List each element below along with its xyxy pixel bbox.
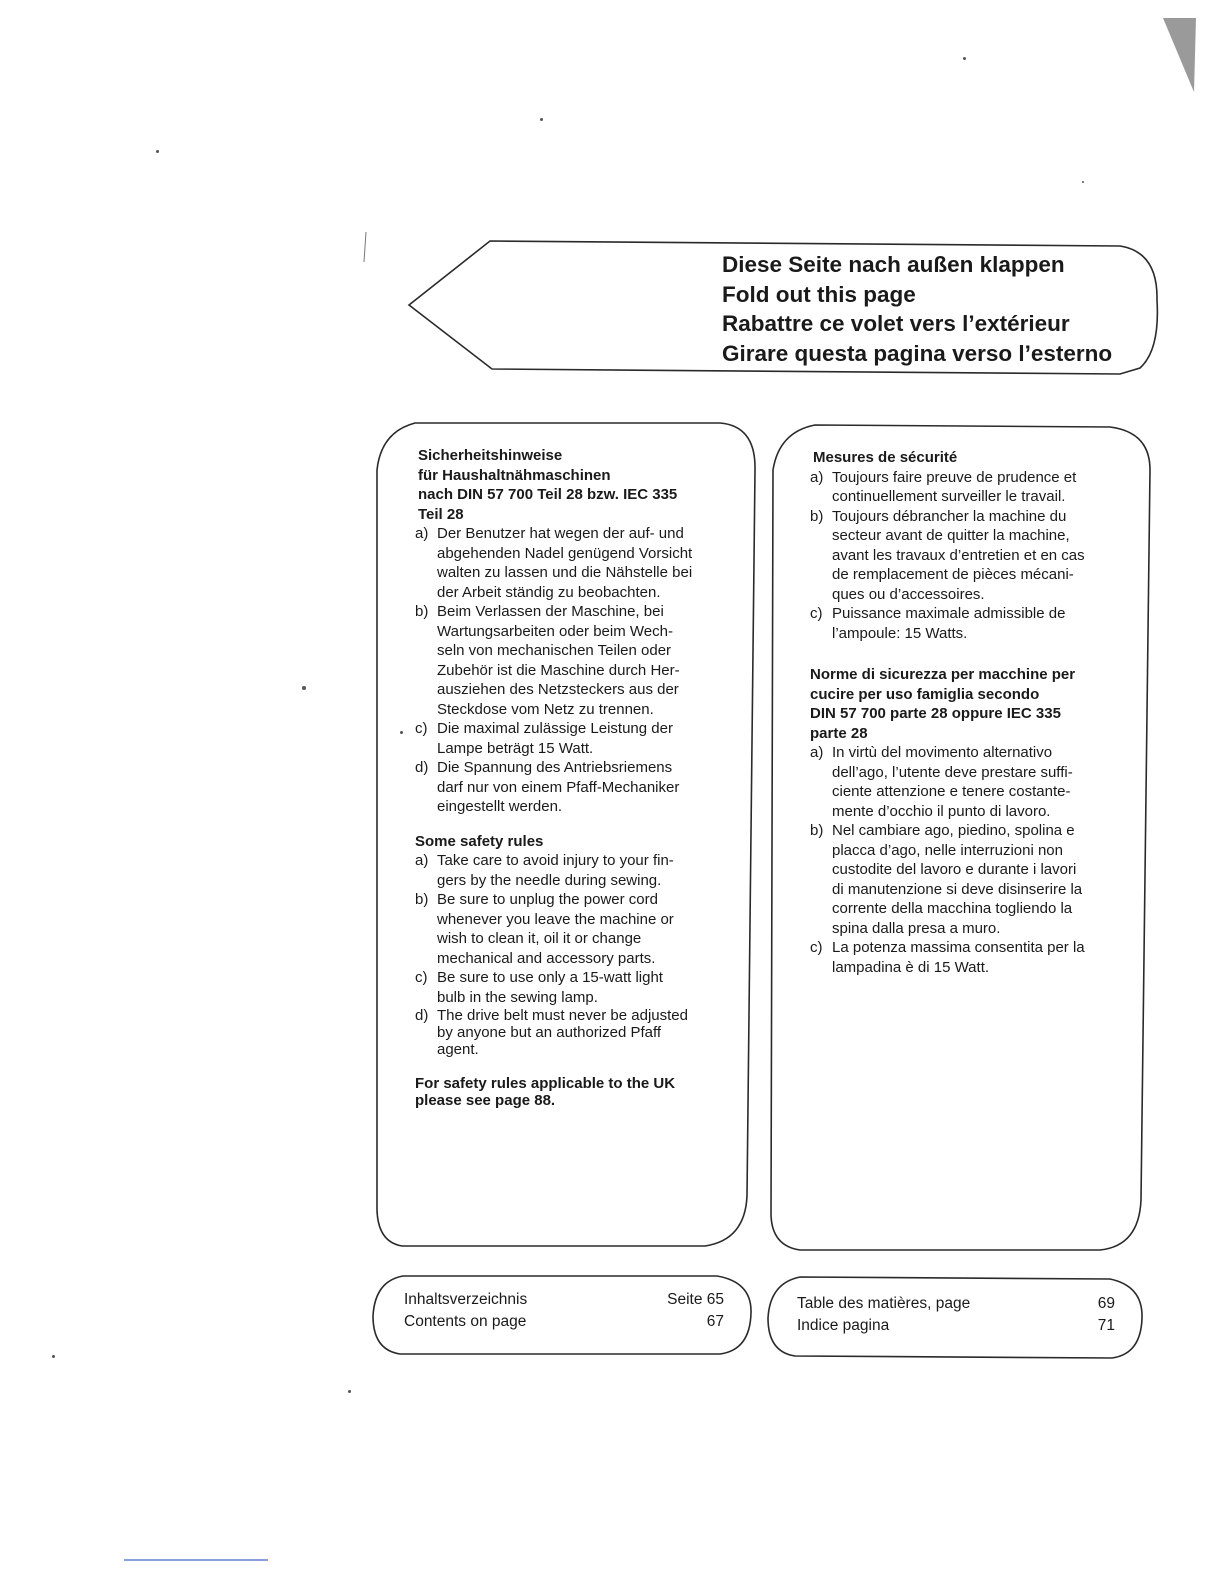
german-safety-heading: Sicherheitshinweise für Haushaltnähmaschinen nach DIN 57 700 Teil 28 bzw. IEC 335 Teil 28 xyxy=(418,447,678,523)
english-rule-a: a) Take care to avoid injury to your fin- gers by the needle during sewing. xyxy=(415,852,674,889)
toc-label: Indice pagina xyxy=(797,1317,890,1334)
english-safety-heading: Some safety rules xyxy=(415,832,544,850)
fold-line-fr: Rabattre ce volet vers l’extérieur xyxy=(722,311,1070,336)
toc-page: 69 xyxy=(1097,1295,1115,1312)
toc-page: 71 xyxy=(1097,1317,1115,1334)
french-rule-c: c) Puissance maximale admissible de l’ampoule: 15 Watts. xyxy=(810,605,1066,642)
toc-page: Seite 65 xyxy=(667,1291,724,1308)
italian-safety-heading: Norme di sicurezza per macchine per cucire per uso famiglia secondo DIN 57 700 parte 28 oppure IEC 335 parte 28 xyxy=(810,666,1076,742)
right-safety-panel xyxy=(810,448,1140,977)
scan-speck xyxy=(1082,181,1084,183)
italian-rule-b: b) Nel cambiare ago, piedino, spolina e placca d’ago, nelle interruzioni non custodite del lavoro e durante i lavori di manutenzione si deve disinserire la corrente della macchina togliendo la spina dalla presa a muro. xyxy=(810,822,1083,937)
scan-speck xyxy=(348,1390,351,1393)
german-rule-a: a) Der Benutzer hat wegen der auf- und abgehenden Nadel genügend Vorsicht walten zu lassen und die Nähstelle bei der Arbeit ständig zu beobachten. xyxy=(415,525,693,601)
toc-label: Contents on page xyxy=(404,1313,527,1330)
uk-safety-note: For safety rules applicable to the UK please see page 88. xyxy=(415,1075,676,1109)
corner-shading xyxy=(1163,18,1196,92)
fold-out-instructions xyxy=(722,250,1142,368)
italian-rule-c: c) La potenza massima consentita per la lampadina è di 15 Watt. xyxy=(810,939,1085,976)
scan-speck xyxy=(52,1355,55,1358)
toc-row xyxy=(404,1289,724,1311)
toc-row xyxy=(797,1293,1115,1315)
french-rule-b: b) Toujours débrancher la machine du secteur avant de quitter la machine, avant les travaux d’entretien et en cas de remplacement de pièces mécani- ques ou d’accessoires. xyxy=(810,507,1085,603)
toc-row xyxy=(404,1311,724,1333)
fold-line-it: Girare questa pagina verso l’esterno xyxy=(722,340,1113,366)
french-safety-heading: Mesures de sécurité xyxy=(813,449,958,466)
german-rule-b: b) Beim Verlassen der Maschine, bei Wartungsarbeiten oder beim Wech- seln von mechanischen Teilen oder Zubehör ist die Maschine durch Her- ausziehen des Netzsteckers aus der Steckdose vom Netz zu trennen. xyxy=(415,603,680,718)
english-rule-d: d) The drive belt must never be adjusted by anyone but an authorized Pfaff agent. xyxy=(415,1007,688,1058)
scan-speck xyxy=(302,686,306,690)
fold-line-de: Diese Seite nach außen klappen xyxy=(722,252,1065,277)
toc-label: Table des matières, page xyxy=(797,1295,971,1312)
scan-speck xyxy=(963,57,966,60)
toc-page: 67 xyxy=(706,1313,724,1330)
german-rule-c: c) Die maximal zulässige Leistung der Lampe beträgt 15 Watt. xyxy=(415,720,673,757)
toc-label: Inhaltsverzeichnis xyxy=(404,1291,528,1308)
english-rule-b: b) Be sure to unplug the power cord whenever you leave the machine or wish to clean it, oil it or change mechanical and accessory parts. xyxy=(415,891,674,967)
french-rule-a: a) Toujours faire preuve de prudence et continuellement surveiller le travail. xyxy=(810,468,1077,505)
scan-speck xyxy=(156,150,159,153)
scan-speck xyxy=(540,118,543,121)
toc-left xyxy=(404,1289,724,1333)
english-rule-c: c) Be sure to use only a 15-watt light bulb in the sewing lamp. xyxy=(415,969,663,1006)
italian-rule-a: a) In virtù del movimento alternativo dell’ago, l’utente deve prestare suffi- ciente attenzione e tenere costante- mente d’occhio il punto di lavoro. xyxy=(810,744,1073,820)
fold-line-en: Fold out this page xyxy=(722,281,916,307)
scan-speck xyxy=(400,731,403,734)
toc-right xyxy=(797,1293,1115,1337)
left-safety-panel xyxy=(415,446,745,1109)
german-rule-d: d) Die Spannung des Antriebsriemens darf nur von einem Pfaff-Mechaniker eingestellt werden. xyxy=(415,759,680,815)
toc-row xyxy=(797,1315,1115,1337)
